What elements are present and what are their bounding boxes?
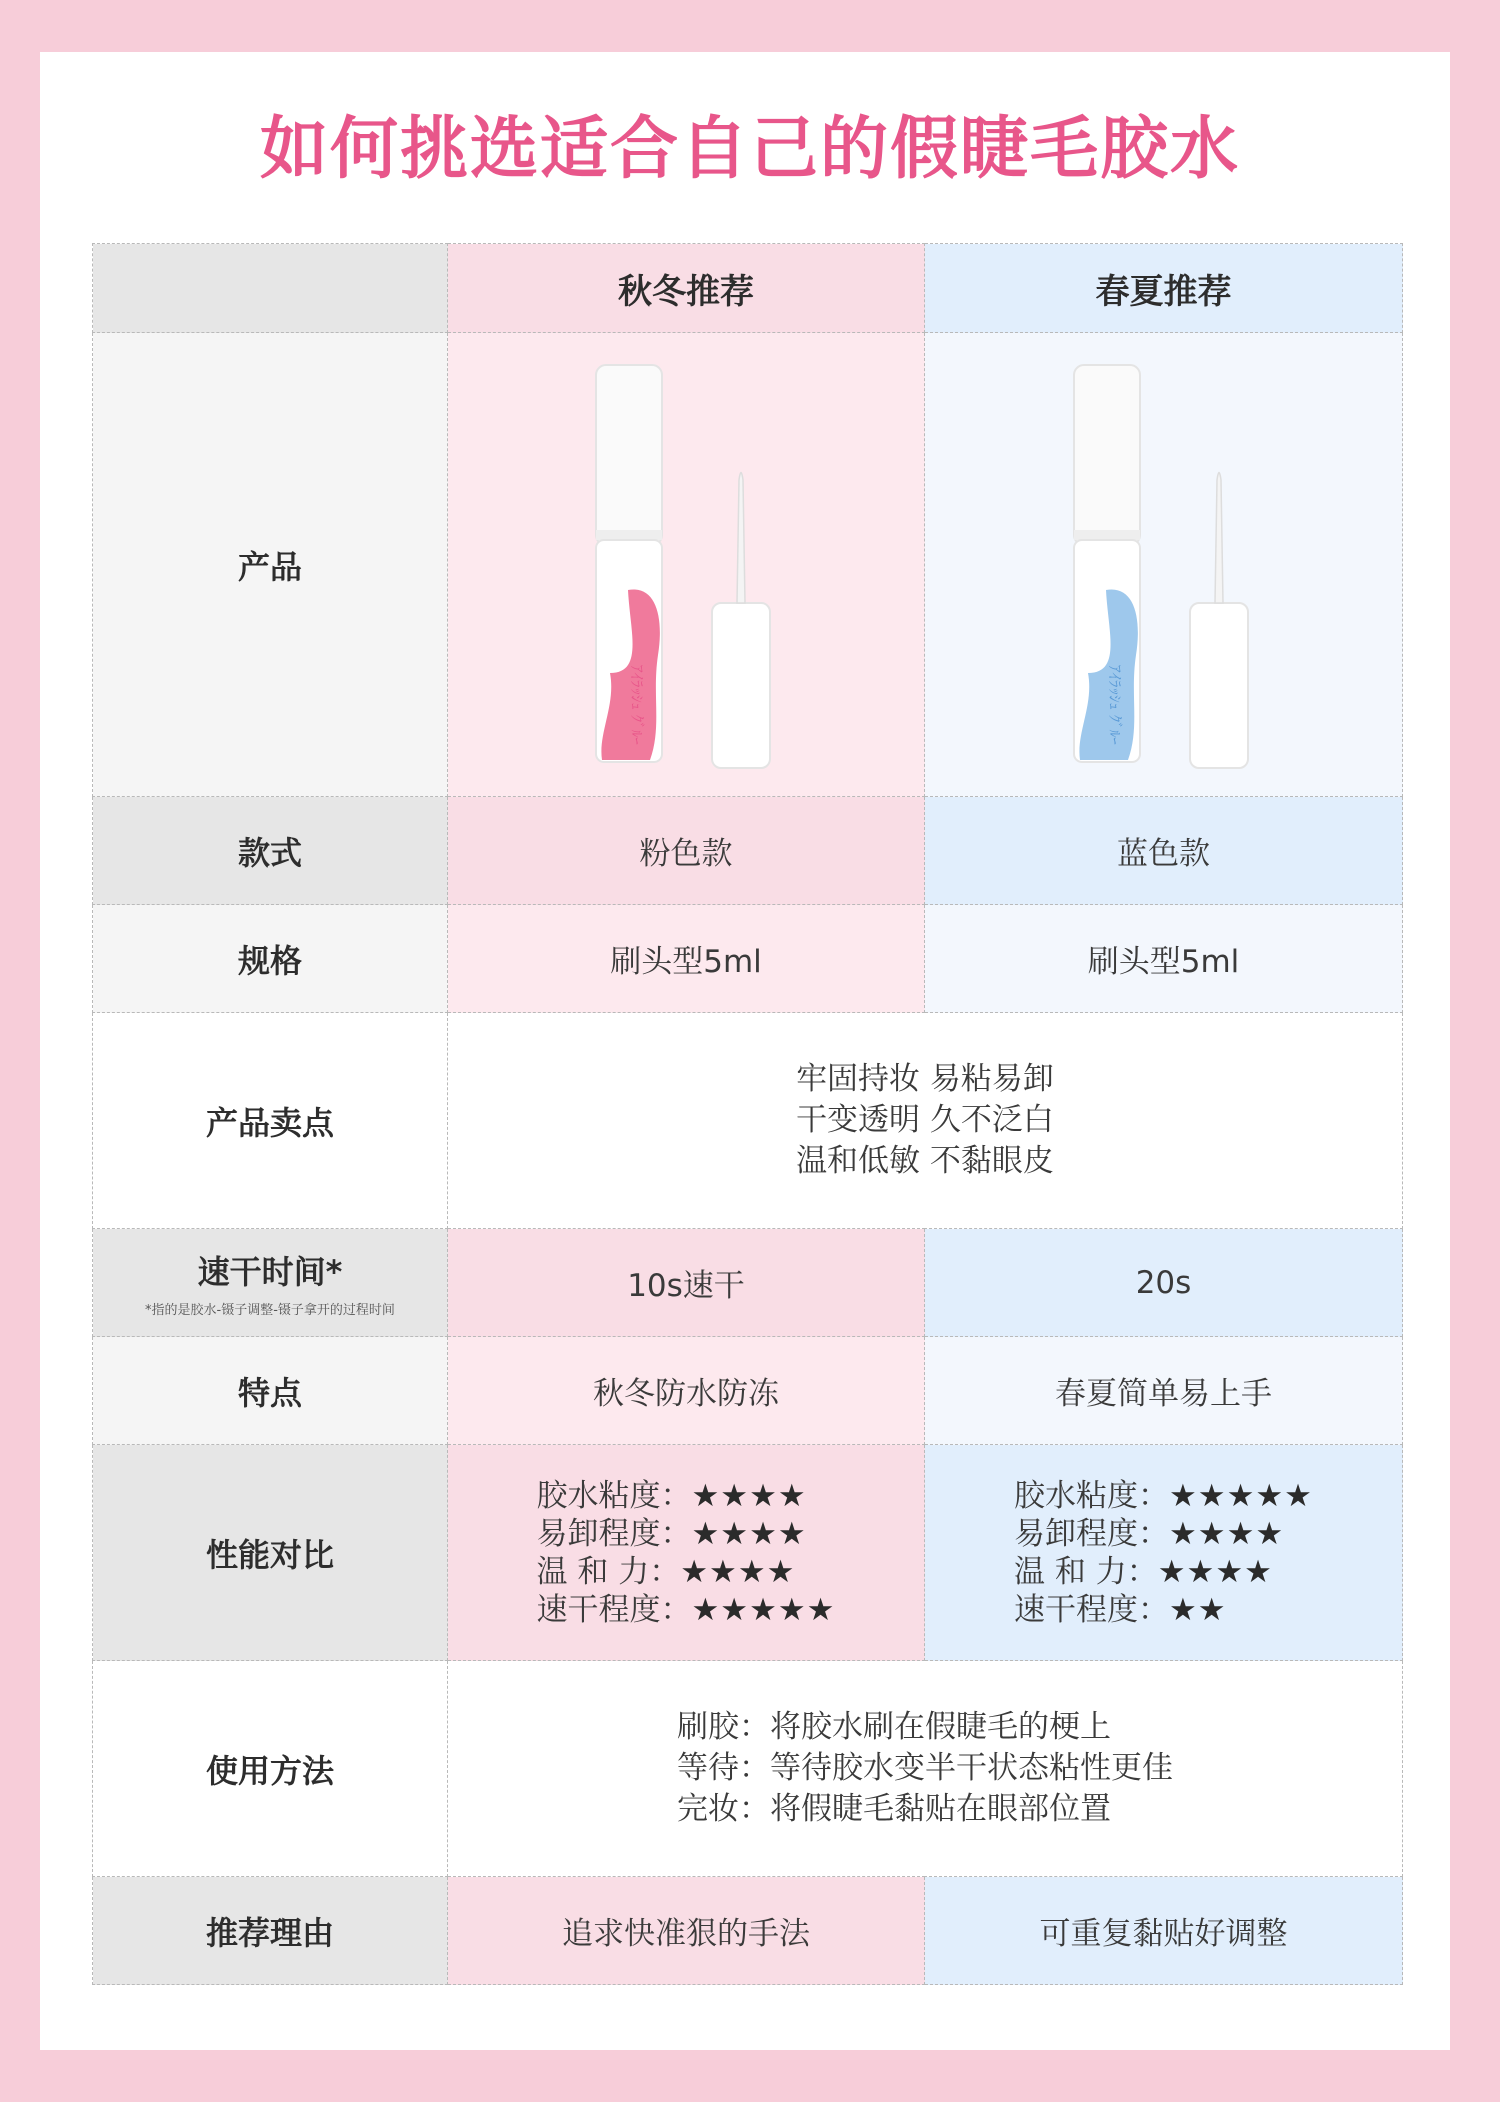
rating-name: 温 和 力： <box>1014 1553 1158 1590</box>
product-image-pink <box>448 333 925 797</box>
spec-right: 刷头型5ml <box>925 905 1403 1013</box>
row-label-performance: 性能对比 <box>93 1445 448 1661</box>
star-rating: ★★★★★ <box>691 1591 836 1628</box>
style-left: 粉色款 <box>448 797 925 905</box>
selling-point-line: 温和低敏 不黏眼皮 <box>796 1143 1054 1179</box>
table-header-row <box>93 244 1403 333</box>
page-title: 如何挑选适合自己的假睫毛胶水 <box>259 110 1240 189</box>
dry-time-row <box>93 1229 1403 1337</box>
rating-name: 速干程度： <box>1014 1591 1170 1628</box>
row-label-feature: 特点 <box>93 1337 448 1445</box>
rating-line <box>1014 1591 1313 1629</box>
feature-right: 春夏简单易上手 <box>925 1337 1403 1445</box>
spec-row <box>93 905 1403 1013</box>
column-header-autumn: 秋冬推荐 <box>448 244 925 333</box>
reason-right: 可重复黏贴好调整 <box>925 1877 1403 1985</box>
lash-glue-bottle-pink-icon <box>586 355 786 775</box>
header-corner-cell <box>93 244 448 333</box>
selling-point-line: 牢固持妆 易粘易卸 <box>796 1061 1054 1097</box>
dry-time-right: 20s <box>925 1229 1403 1337</box>
rating-line <box>537 1591 836 1629</box>
star-rating: ★★★★ <box>1157 1553 1273 1590</box>
usage-row <box>93 1661 1403 1877</box>
comparison-table <box>92 243 1403 1985</box>
rating-line <box>537 1477 836 1515</box>
reason-left: 追求快准狠的手法 <box>448 1877 925 1985</box>
feature-left: 秋冬防水防冻 <box>448 1337 925 1445</box>
star-rating: ★★★★ <box>691 1515 807 1552</box>
column-header-spring: 春夏推荐 <box>925 244 1403 333</box>
row-label-selling-points: 产品卖点 <box>93 1013 448 1229</box>
spec-left: 刷头型5ml <box>448 905 925 1013</box>
usage-step: 等待：等待胶水变半干状态粘性更佳 <box>677 1750 1173 1786</box>
row-label-reason: 推荐理由 <box>93 1877 448 1985</box>
rating-name: 速干程度： <box>536 1591 692 1628</box>
star-rating: ★★★★ <box>691 1477 807 1514</box>
star-rating: ★★ <box>1169 1591 1227 1628</box>
rating-line <box>1014 1477 1313 1515</box>
selling-points-row <box>93 1013 1403 1229</box>
rating-name: 胶水粘度： <box>1014 1477 1170 1514</box>
usage-cell <box>448 1661 1403 1877</box>
rating-name: 温 和 力： <box>536 1553 681 1590</box>
rating-name: 易卸程度： <box>536 1515 692 1552</box>
feature-row <box>93 1337 1403 1445</box>
style-row <box>93 797 1403 905</box>
reason-row <box>93 1877 1403 1985</box>
rating-line <box>1014 1515 1313 1553</box>
dry-time-left: 10s速干 <box>448 1229 925 1337</box>
row-label-style: 款式 <box>93 797 448 905</box>
rating-name: 易卸程度： <box>1014 1515 1170 1552</box>
performance-left <box>448 1445 925 1661</box>
product-row <box>93 333 1403 797</box>
star-rating: ★★★★★ <box>1169 1477 1313 1514</box>
row-label-usage: 使用方法 <box>93 1661 448 1877</box>
row-label-dry-time <box>93 1229 448 1337</box>
svg-text:ｱｲﾗｯｼｭ ｸﾞﾙｰ: ｱｲﾗｯｼｭ ｸﾞﾙｰ <box>628 664 646 745</box>
usage-step: 完妆：将假睫毛黏贴在眼部位置 <box>677 1791 1111 1827</box>
usage-step: 刷胶：将胶水刷在假睫毛的梗上 <box>677 1709 1111 1745</box>
row-label-spec: 规格 <box>93 905 448 1013</box>
svg-text:ｱｲﾗｯｼｭ ｸﾞﾙｰ: ｱｲﾗｯｼｭ ｸﾞﾙｰ <box>1105 664 1124 745</box>
star-rating: ★★★★ <box>680 1553 796 1590</box>
rating-line <box>1014 1553 1313 1591</box>
rating-line <box>537 1553 836 1591</box>
star-rating: ★★★★ <box>1169 1515 1285 1552</box>
performance-right <box>925 1445 1403 1661</box>
selling-points-cell <box>448 1013 1403 1229</box>
style-right: 蓝色款 <box>925 797 1403 905</box>
rating-line <box>537 1515 836 1553</box>
lash-glue-bottle-blue-icon <box>1064 355 1264 775</box>
dry-time-label: 速干时间* <box>197 1253 343 1291</box>
rating-name: 胶水粘度： <box>536 1477 692 1514</box>
row-label-product: 产品 <box>93 333 448 797</box>
dry-time-footnote: *指的是胶水-镊子调整-镊子拿开的过程时间 <box>145 1303 395 1318</box>
selling-point-line: 干变透明 久不泛白 <box>796 1102 1054 1138</box>
product-image-blue <box>925 333 1403 797</box>
performance-row <box>93 1445 1403 1661</box>
